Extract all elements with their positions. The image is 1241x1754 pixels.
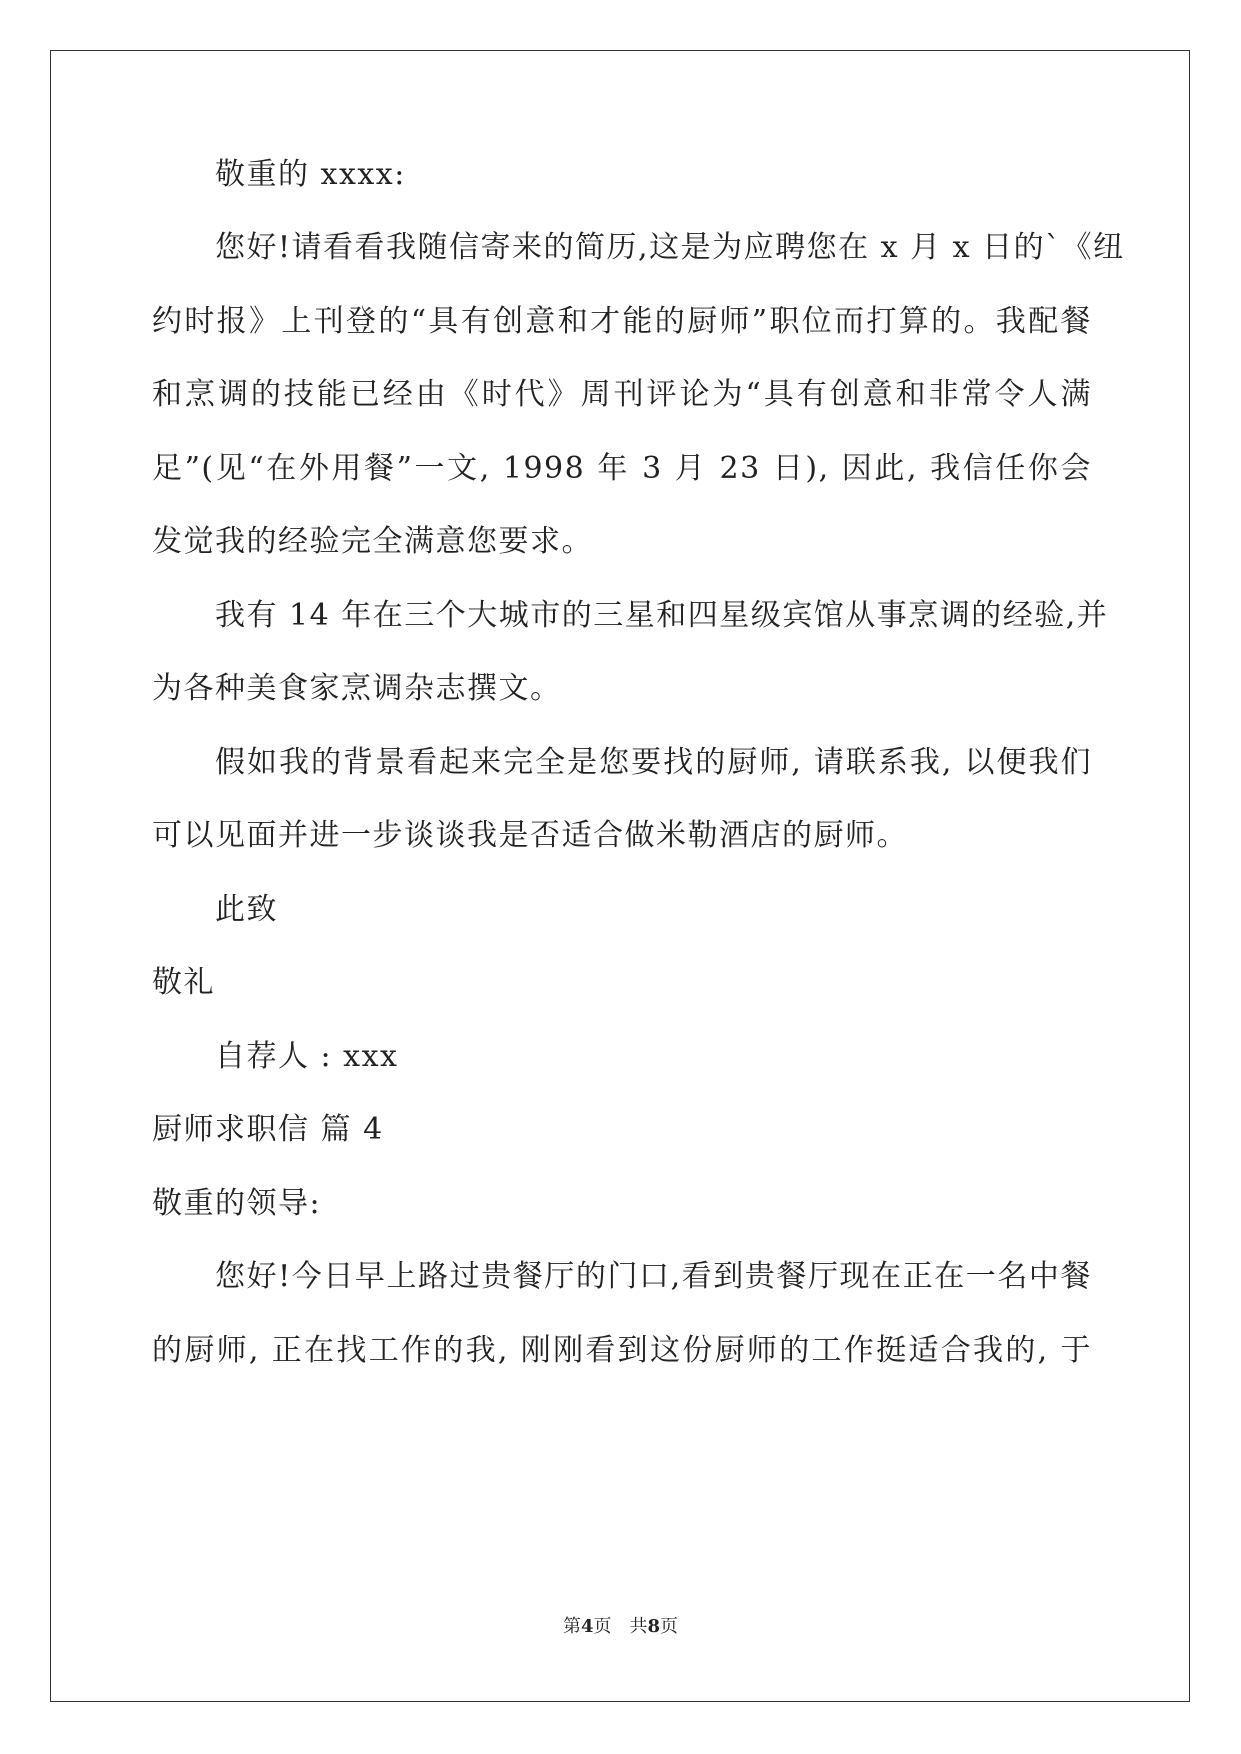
- footer-page-suffix: 页: [660, 1616, 679, 1637]
- paragraph-line: 假如我的背景看起来完全是您要找的厨师, 请联系我, 以便我们: [215, 745, 1092, 780]
- paragraph-line: 的厨师, 正在找工作的我, 刚刚看到这份厨师的工作挺适合我的, 于: [152, 1333, 1092, 1368]
- salutation: 敬重的 xxxx:: [215, 157, 406, 192]
- paragraph-line: 和烹调的技能已经由《时代》周刊评论为“具有创意和非常令人满: [152, 377, 1092, 412]
- section-heading: 厨师求职信 篇 4: [152, 1112, 384, 1147]
- footer-page-current: 4: [580, 1616, 594, 1637]
- footer-page-mid: 页 共: [593, 1616, 648, 1637]
- paragraph-line: 可以见面并进一步谈谈我是否适合做米勒酒店的厨师。: [152, 818, 908, 853]
- footer-page-total: 8: [647, 1616, 661, 1637]
- paragraph-line: 发觉我的经验完全满意您要求。: [152, 524, 593, 559]
- footer-page-prefix: 第: [562, 1616, 581, 1637]
- paragraph-line: 您好!今日早上路过贵餐厅的门口,看到贵餐厅现在正在一名中餐: [215, 1259, 1092, 1294]
- page-footer: [0, 1612, 1241, 1638]
- paragraph-line: 您好!请看看我随信寄来的简历,这是为应聘您在 x 月 x 日的`《纽: [215, 230, 1125, 265]
- closing-line: 此致: [215, 892, 278, 927]
- page-border: [50, 50, 1190, 1702]
- paragraph-line: 为各种美食家烹调杂志撰文。: [152, 671, 562, 706]
- paragraph-line: 我有 14 年在三个大城市的三星和四星级宾馆从事烹调的经验,并: [215, 598, 1109, 633]
- paragraph-line: 约时报》上刊登的“具有创意和才能的厨师”职位而打算的。我配餐: [152, 304, 1092, 339]
- closing-regards: 敬礼: [152, 965, 215, 1000]
- signature-line: 自荐人 : xxx: [215, 1039, 399, 1074]
- salutation: 敬重的领导:: [152, 1186, 322, 1221]
- paragraph-line: 足”(见“在外用餐”一文, 1998 年 3 月 23 日), 因此, 我信任你会: [152, 451, 1092, 486]
